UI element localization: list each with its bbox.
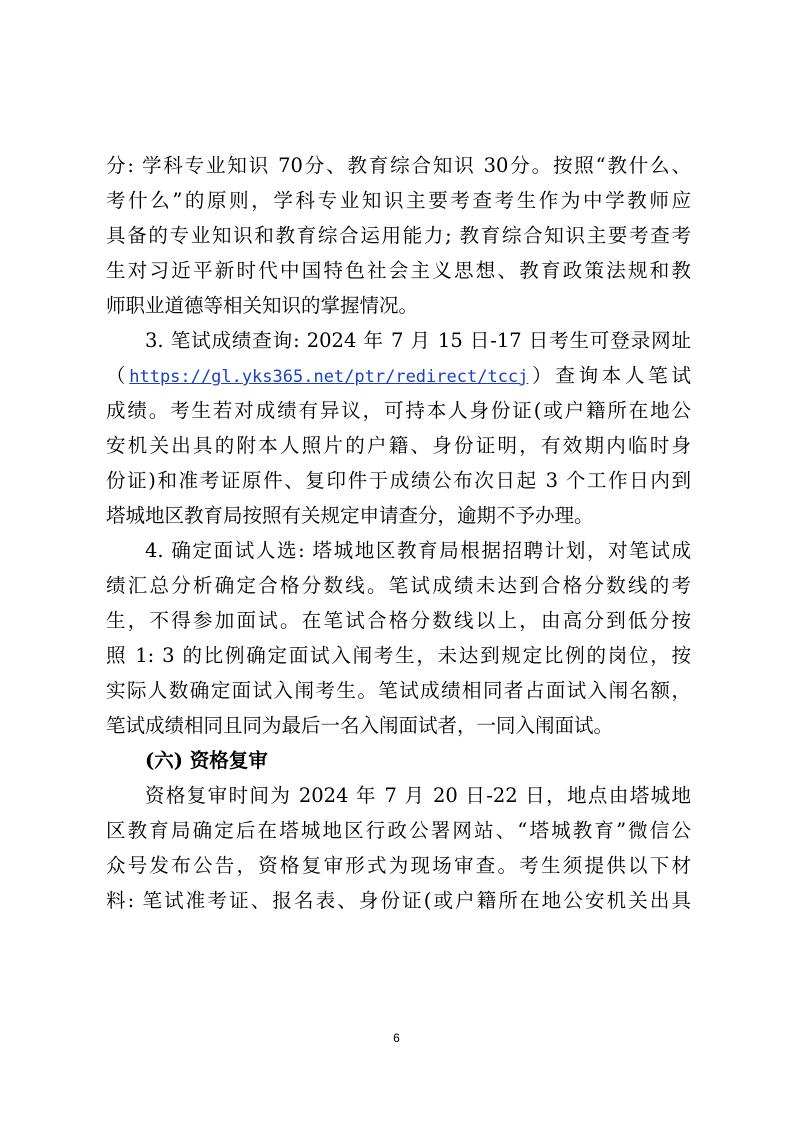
text-line: 师职业道德等相关知识的掌握情况。 [106,294,419,317]
score-query-link[interactable]: https://gl.yks365.net/ptr/redirect/tccj [129,367,529,387]
document-body [106,148,691,918]
text-line: 考什么”的原则，学科专业知识主要考查考生作为中学教师应 [106,189,691,212]
text-line: 分: 学科专业知识 70分、教育综合知识 30分。按照“教什么、 [106,154,691,177]
text-line: 份证)和准考证原件、复印件于成绩公布次日起 3 个工作日内到 [106,469,691,492]
section-3-heading-line: 3. 笔试成绩查询: 2024 年 7 月 15 日-17 日考生可登录网址 [145,329,691,352]
text-line: 生，不得参加面试。在笔试合格分数线以上，由高分到低分按 [106,609,691,632]
section-heading-qualification-review: (六) 资格复审 [145,749,268,772]
page-number: 6 [393,1031,400,1045]
url-line-text: ）查询本人笔试 [528,364,691,387]
text-line: 安机关出具的附本人照片的户籍、身份证明，有效期内临时身 [106,434,691,457]
text-line: 塔城地区教育局按照有关规定申请查分，逾期不予办理。 [106,504,594,527]
text-line: 众号发布公告，资格复审形式为现场审查。考生须提供以下材 [106,854,691,877]
text-line: 成绩。考生若对成绩有异议，可持本人身份证(或户籍所在地公 [106,399,691,422]
text-line: 生对习近平新时代中国特色社会主义思想、教育政策法规和教 [106,259,691,282]
text-line: 资格复审时间为 2024 年 7 月 20 日-22 日，地点由塔城地 [145,784,691,807]
url-line [106,358,691,393]
text-line: 实际人数确定面试入闱考生。笔试成绩相同者占面试入闱名额， [106,679,691,702]
text-line: 具备的专业知识和教育综合运用能力; 教育综合知识主要考查考 [106,224,691,247]
section-4-heading-line: 4. 确定面试人选: 塔城地区教育局根据招聘计划，对笔试成 [145,539,691,562]
text-line: 照 1: 3 的比例确定面试入闱考生，未达到规定比例的岗位，按 [106,644,691,667]
text-line: 笔试成绩相同且同为最后一名入闱面试者，一同入闱面试。 [106,714,614,737]
text-line: 区教育局确定后在塔城地区行政公署网站、“塔城教育”微信公 [106,819,691,842]
text-line: 料: 笔试准考证、报名表、身份证(或户籍所在地公安机关出具 [106,889,691,912]
text-line: 绩汇总分析确定合格分数线。笔试成绩未达到合格分数线的考 [106,574,691,597]
url-open-paren: （ [106,364,130,387]
